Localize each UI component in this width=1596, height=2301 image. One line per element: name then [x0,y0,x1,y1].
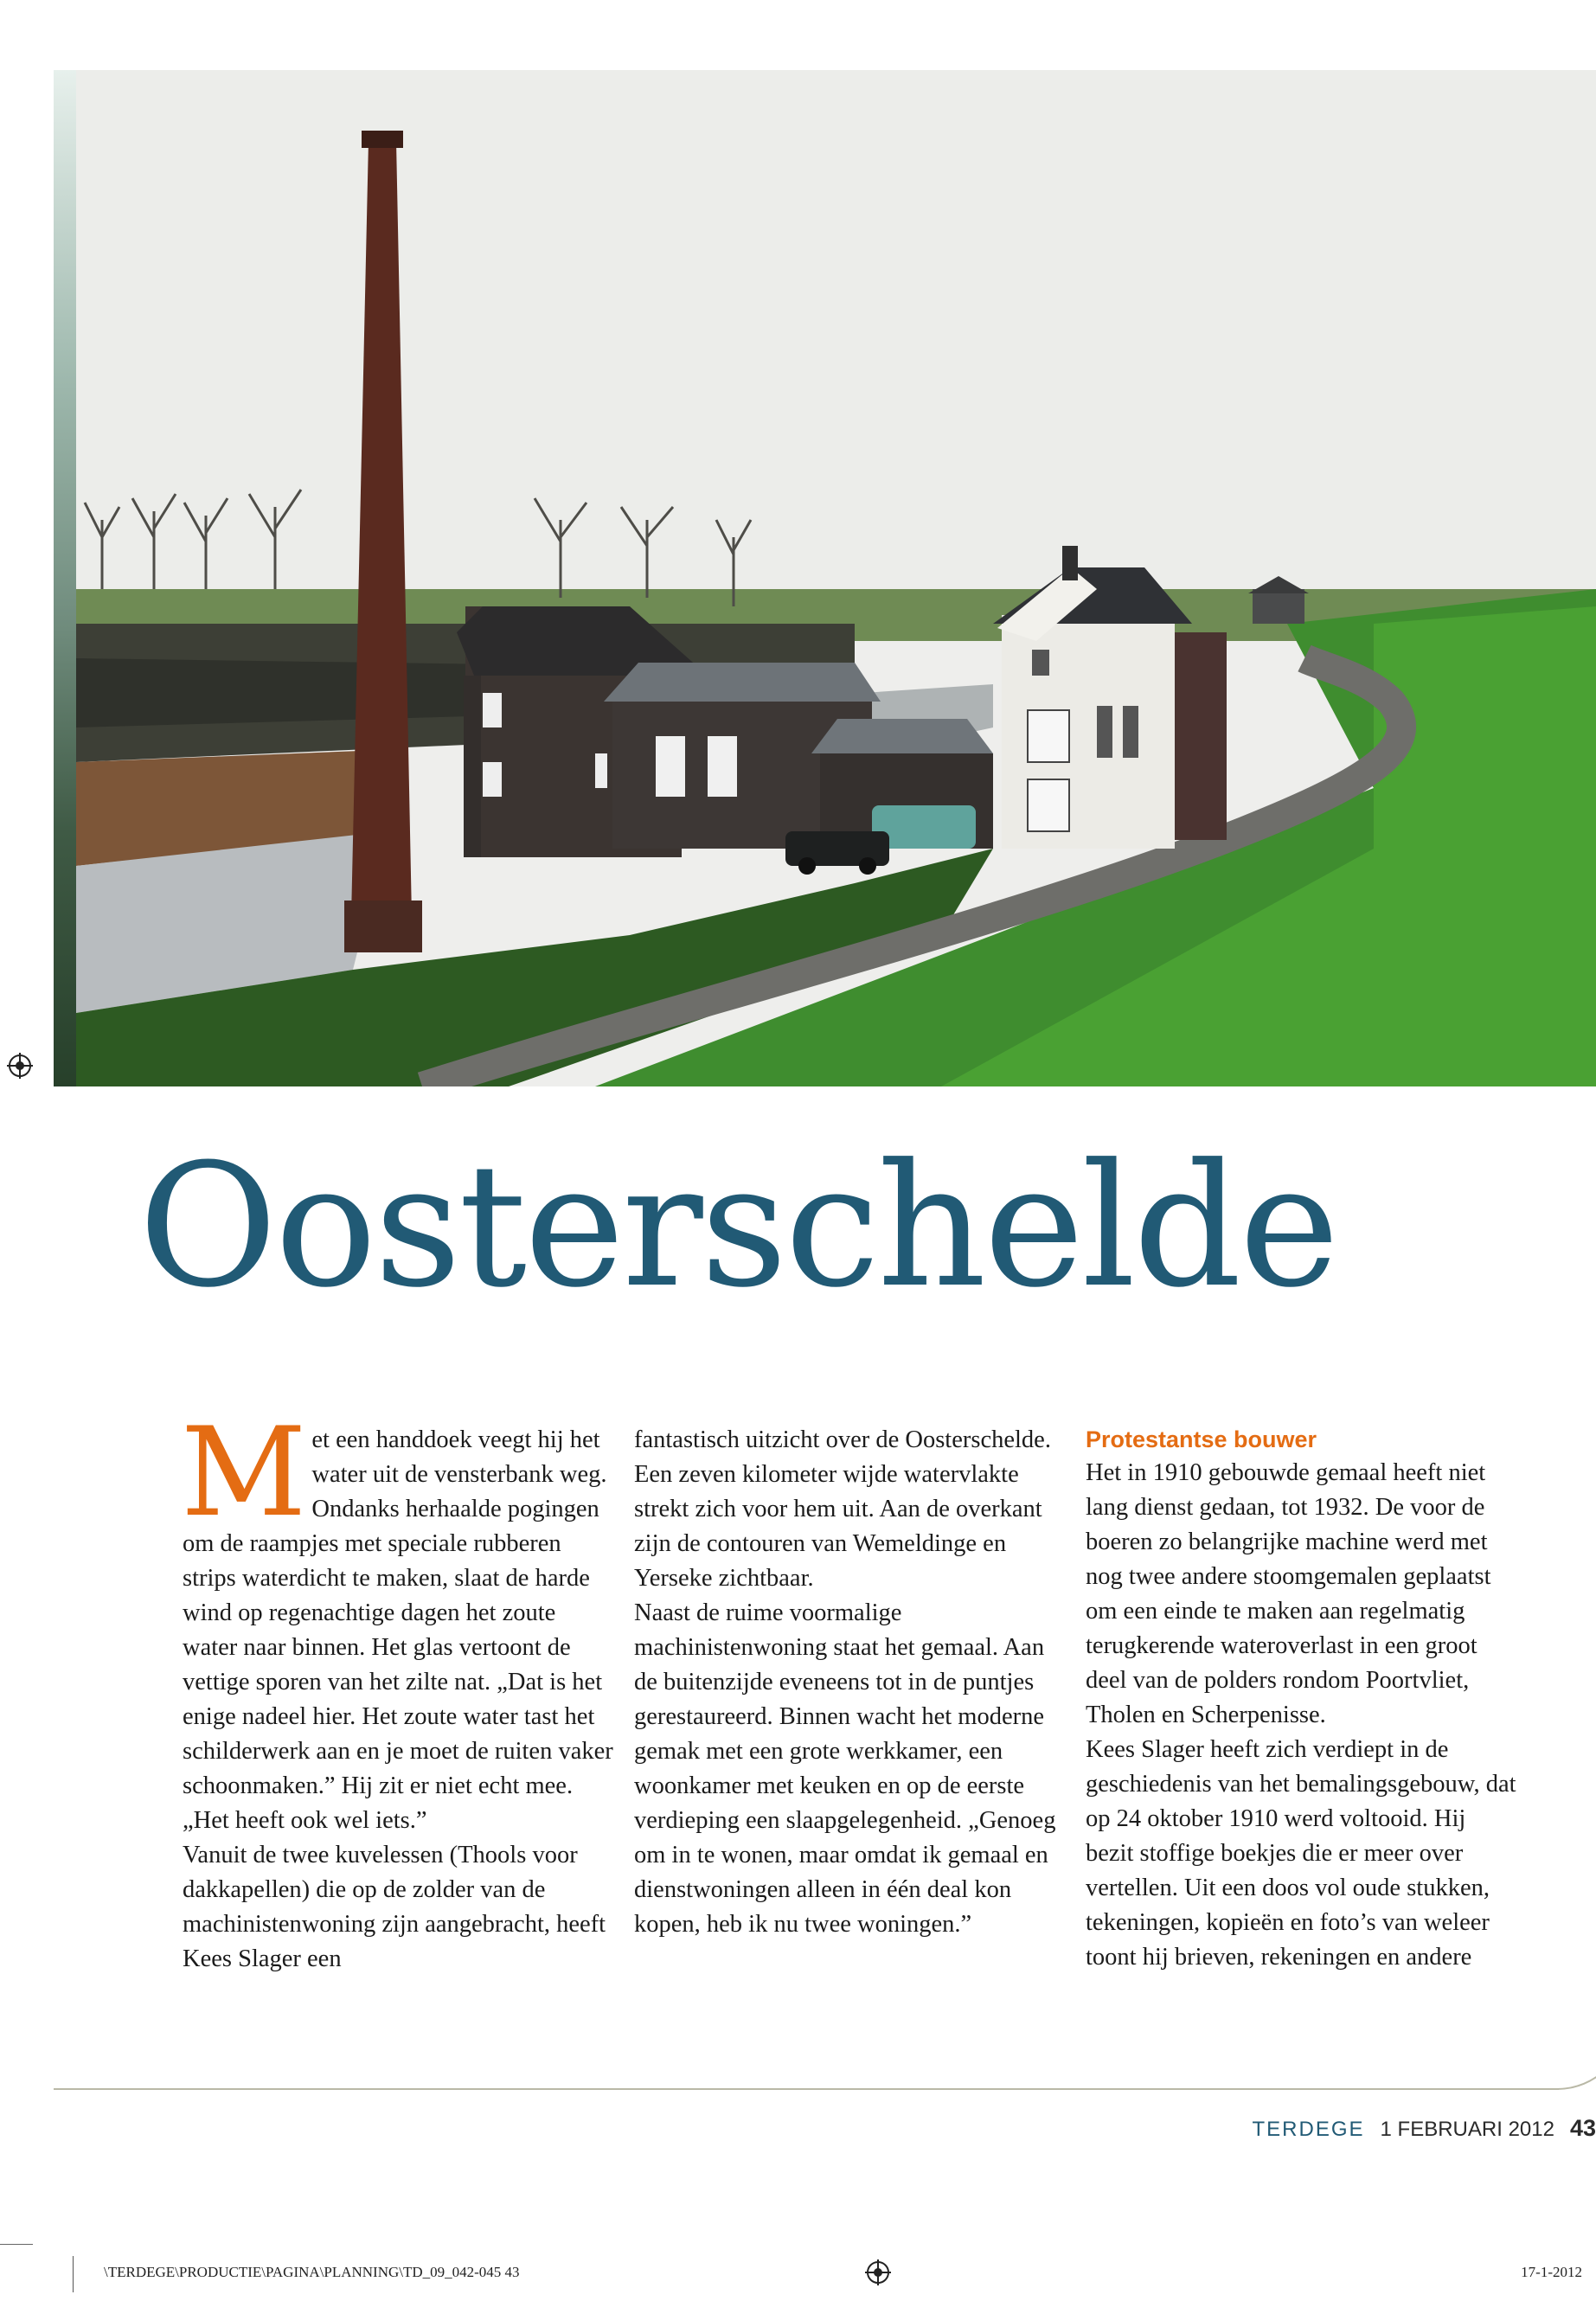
issue-date: 1 FEBRUARI 2012 [1380,2118,1554,2141]
drop-cap: M [181,1401,307,1544]
paragraph: et een handdoek veegt hij het water uit de vensterbank weg. Ondanks herhaalde pogingen om de raampjes met speciale rubberen strips waterdicht te maken, slaat de harde wind op regenachtige dagen het zoute water naar binnen. Het glas vertoont de vettige sporen van het zilte nat. „Dat is het enige nadeel hier. Het zoute water tast het schilderwerk aan en je moet de ruiten vaker schoonmaken.” Hij zit er niet echt mee. „Het heeft ook wel iets.” [183,1426,613,1834]
print-slug-date: 17-1-2012 [1521,2264,1582,2280]
registration-mark-icon [865,2259,891,2285]
article-column-3 [1086,1423,1518,1975]
bottom-frame-line [54,2088,1559,2090]
registration-mark-icon [7,1053,33,1079]
article-column-1 [181,1401,615,1977]
photo-edge-strip [54,70,76,1086]
article-title: Oosterschelde [138,1128,1337,1325]
print-slug-path: \TERDEGE\PRODUCTIE\PAGINA\PLANNING\TD_09_042-045 43 [104,2264,520,2280]
paragraph: Het in 1910 gebouwde gemaal heeft niet lang dienst gedaan, tot 1932. De voor de boeren zo belangrijke machine werd met nog twee andere stoomgemalen geplaatst om een einde te maken aan regelmatig terugkerende wateroverlast in een groot deel van de polders rondom Poortvliet, Tholen en Scherpenisse. [1086,1459,1491,1728]
section-subheading: Protestantse bouwer [1086,1426,1317,1452]
page-footer [1253,2111,1596,2145]
crop-mark [0,2244,33,2245]
bottom-frame-corner [1522,2019,1596,2090]
magazine-name: TERDEGE [1252,2118,1365,2141]
paragraph: Kees Slager heeft zich verdiept in de geschiedenis van het bemalingsgebouw, dat op 24 oktober 1910 werd voltooid. Hij bezit stoffige boekjes die er meer over vertellen. Uit een doos vol oude stukken, tekeningen, kopieën en foto’s van weleer toont hij brieven, rekeningen en andere [1086,1736,1516,1971]
paragraph: Vanuit de twee kuvelessen (Thools voor dakkapellen) die op de zolder van de machinistenwoning zijn aangebracht, heeft Kees Slager een [183,1842,606,1972]
crop-mark [73,2256,74,2292]
paragraph: Naast de ruime voormalige machinistenwoning staat het gemaal. Aan de buitenzijde eveneens tot in de puntjes gerestaureerd. Binnen wacht het moderne gemak met een grote werkkamer, een woonkamer met keuken en op de eerste verdieping een slaapgelegenheid. „Genoeg om in te wonen, maar omdat ik gemaal en dienstwoningen alleen in één deal kon kopen, heb ik nu twee woningen.” [634,1599,1056,1938]
paragraph: fantastisch uitzicht over de Oosterschelde. Een zeven kilometer wijde watervlakte strekt zich voor hem uit. Aan de overkant zijn de contouren van Wemeldinge en Yerseke zichtbaar. [634,1426,1051,1592]
pumping-station-photo [76,70,1596,1086]
article-column-2 [634,1423,1067,1942]
page-number: 43 [1569,2115,1596,2141]
